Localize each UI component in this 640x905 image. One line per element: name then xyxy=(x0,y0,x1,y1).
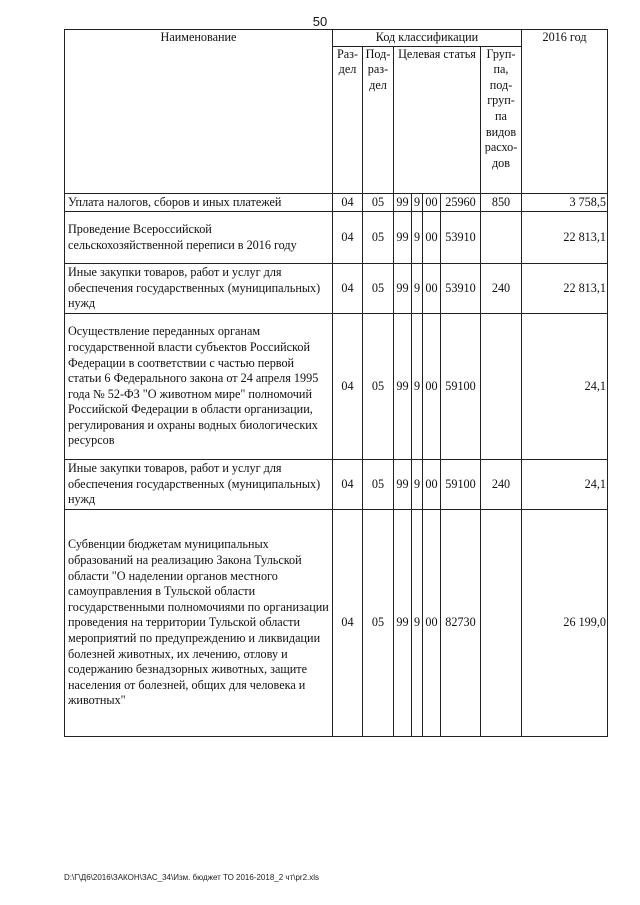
header-code-group: Код классификации xyxy=(333,30,522,47)
row-vid: 240 xyxy=(481,460,522,510)
row-name: Иные закупки товаров, работ и услуг для обеспечения государственных (муниципальных) нужд xyxy=(65,264,333,314)
page-number: 50 xyxy=(312,14,328,29)
row-target-subprogram: 9 xyxy=(412,460,423,510)
header-row-top xyxy=(65,30,608,47)
row-target-code: 53910 xyxy=(441,212,481,264)
row-vid xyxy=(481,314,522,460)
row-target-subprogram: 9 xyxy=(412,193,423,212)
row-amount: 3 758,5 xyxy=(522,193,608,212)
row-razdel: 04 xyxy=(333,212,363,264)
row-target-program: 99 xyxy=(394,212,412,264)
row-amount: 22 813,1 xyxy=(522,212,608,264)
row-target-group: 00 xyxy=(423,460,441,510)
row-name: Иные закупки товаров, работ и услуг для обеспечения государственных (муниципальных) нужд xyxy=(65,460,333,510)
row-vid xyxy=(481,212,522,264)
header-name: Наименование xyxy=(65,30,333,194)
table-row xyxy=(65,264,608,314)
row-amount: 26 199,0 xyxy=(522,510,608,737)
row-podrazdel: 05 xyxy=(363,460,394,510)
row-razdel: 04 xyxy=(333,460,363,510)
table-row xyxy=(65,510,608,737)
row-target-subprogram: 9 xyxy=(412,510,423,737)
header-year: 2016 год xyxy=(522,30,608,194)
budget-table xyxy=(64,29,608,737)
header-vid: Груп- па, под- груп- па видов расхо- дов xyxy=(481,46,522,193)
row-target-program: 99 xyxy=(394,264,412,314)
row-vid: 850 xyxy=(481,193,522,212)
row-target-program: 99 xyxy=(394,510,412,737)
row-target-program: 99 xyxy=(394,314,412,460)
header-target: Целевая статья xyxy=(394,46,481,193)
row-amount: 22 813,1 xyxy=(522,264,608,314)
table-row xyxy=(65,193,608,212)
row-vid xyxy=(481,510,522,737)
header-razdel: Раз- дел xyxy=(333,46,363,193)
row-target-code: 59100 xyxy=(441,460,481,510)
row-target-code: 82730 xyxy=(441,510,481,737)
row-target-subprogram: 9 xyxy=(412,314,423,460)
table-row xyxy=(65,212,608,264)
row-target-code: 25960 xyxy=(441,193,481,212)
row-target-group: 00 xyxy=(423,264,441,314)
row-razdel: 04 xyxy=(333,264,363,314)
header-podrazdel: Под- раз- дел xyxy=(363,46,394,193)
row-podrazdel: 05 xyxy=(363,264,394,314)
row-target-program: 99 xyxy=(394,193,412,212)
row-podrazdel: 05 xyxy=(363,212,394,264)
row-target-code: 59100 xyxy=(441,314,481,460)
row-name: Субвенции бюджетам муниципальных образований на реализацию Закона Тульской области "О наделении органов местного самоуправления в Тульской области государственными полномочиями по организации проведения на территории Тульской области мероприятий по предупреждению и ликвидации болезней животных, их лечению, отлову и содержанию безнадзорных животных, защите населения от болезней, общих для человека и животных" xyxy=(65,510,333,737)
row-razdel: 04 xyxy=(333,193,363,212)
file-path-footer: D:\Г\Д6\2016\ЗАКОН\ЗАС_34\Изм. бюджет ТО 2016-2018_2 чт\pr2.xls xyxy=(64,873,320,882)
row-podrazdel: 05 xyxy=(363,193,394,212)
row-target-code: 53910 xyxy=(441,264,481,314)
row-target-program: 99 xyxy=(394,460,412,510)
row-podrazdel: 05 xyxy=(363,314,394,460)
row-target-group: 00 xyxy=(423,510,441,737)
row-podrazdel: 05 xyxy=(363,510,394,737)
row-name: Проведение Всероссийской сельскохозяйственной переписи в 2016 году xyxy=(65,212,333,264)
row-target-group: 00 xyxy=(423,193,441,212)
row-amount: 24,1 xyxy=(522,314,608,460)
table-row xyxy=(65,460,608,510)
row-target-subprogram: 9 xyxy=(412,264,423,314)
row-target-subprogram: 9 xyxy=(412,212,423,264)
row-target-group: 00 xyxy=(423,212,441,264)
row-vid: 240 xyxy=(481,264,522,314)
row-name: Осуществление переданных органам государственной власти субъектов Российской Федерации в соответствии с частью первой статьи 6 Федерального закона от 24 апреля 1995 года № 52-ФЗ "О животном мире" полномочий Российской Федерации в области организации, регулирования и охраны водных биологических ресурсов xyxy=(65,314,333,460)
row-name: Уплата налогов, сборов и иных платежей xyxy=(65,193,333,212)
row-razdel: 04 xyxy=(333,314,363,460)
row-target-group: 00 xyxy=(423,314,441,460)
table-row xyxy=(65,314,608,460)
row-razdel: 04 xyxy=(333,510,363,737)
row-amount: 24,1 xyxy=(522,460,608,510)
